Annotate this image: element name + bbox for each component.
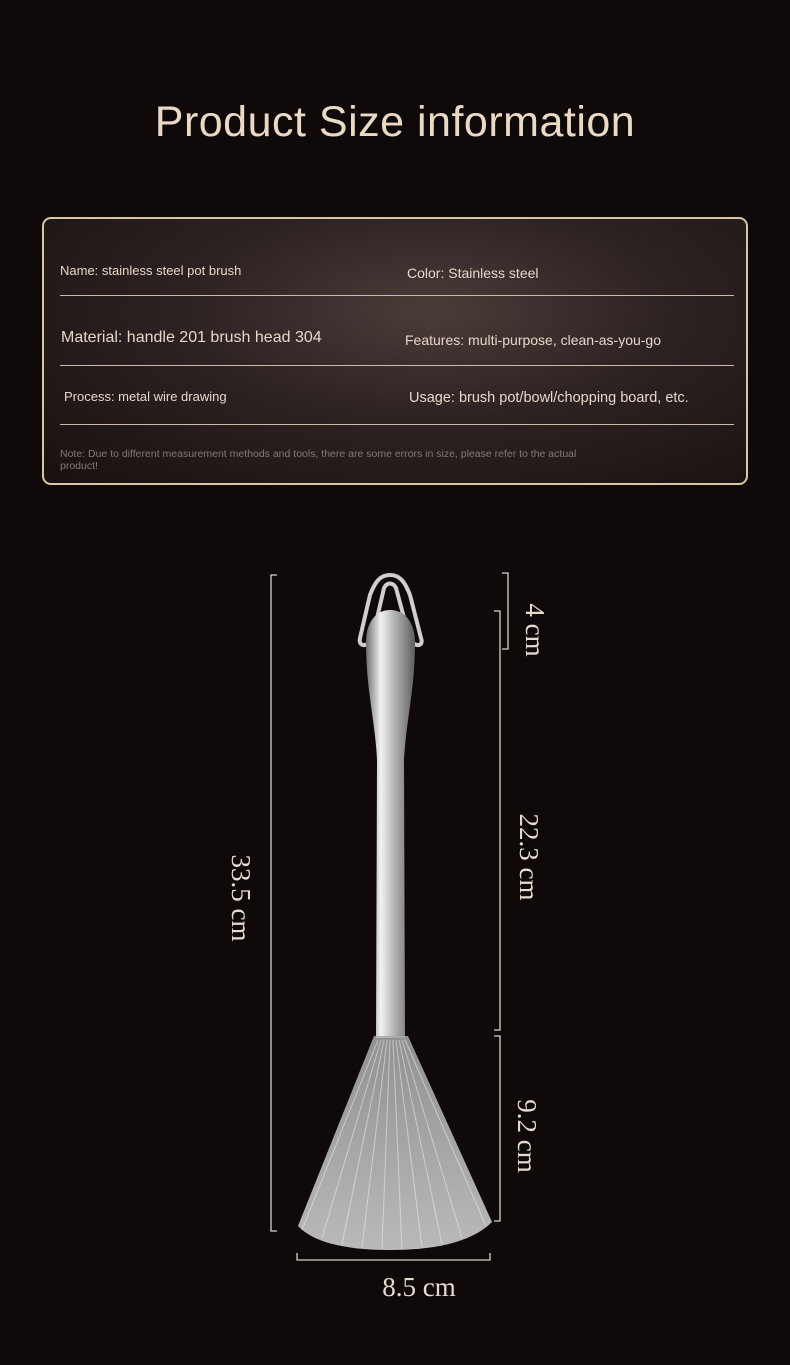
loop-length-bracket xyxy=(502,573,508,649)
product-material-text: Material: handle 201 brush head 304 xyxy=(61,329,322,346)
head-length-bracket xyxy=(494,1036,500,1221)
measurement-note: Note: Due to different measurement methods and tools, there are some errors in size, please refer to the actual product! xyxy=(60,448,577,472)
head-width-label: 8.5 cm xyxy=(382,1272,456,1302)
loop-length-label: 4 cm xyxy=(520,603,550,657)
head-width-bracket xyxy=(297,1253,490,1260)
brush-image xyxy=(298,575,492,1250)
product-features-text: Features: multi-purpose, clean-as-you-go xyxy=(405,332,662,348)
handle-length-label: 22.3 cm xyxy=(514,813,544,901)
product-name-text: Name: stainless steel pot brush xyxy=(60,263,242,278)
product-usage-text: Usage: brush pot/bowl/chopping board, etc. xyxy=(409,390,689,406)
page-title: Product Size information xyxy=(154,98,636,146)
product-color-text: Color: Stainless steel xyxy=(407,265,539,281)
brush-head xyxy=(298,1036,492,1250)
product-process-text: Process: metal wire drawing xyxy=(64,389,227,404)
handle-length-bracket xyxy=(494,611,500,1030)
head-length-label: 9.2 cm xyxy=(512,1099,542,1173)
total-length-label: 33.5 cm xyxy=(226,854,256,942)
brush-handle xyxy=(366,610,415,1038)
total-length-bracket xyxy=(271,575,277,1231)
